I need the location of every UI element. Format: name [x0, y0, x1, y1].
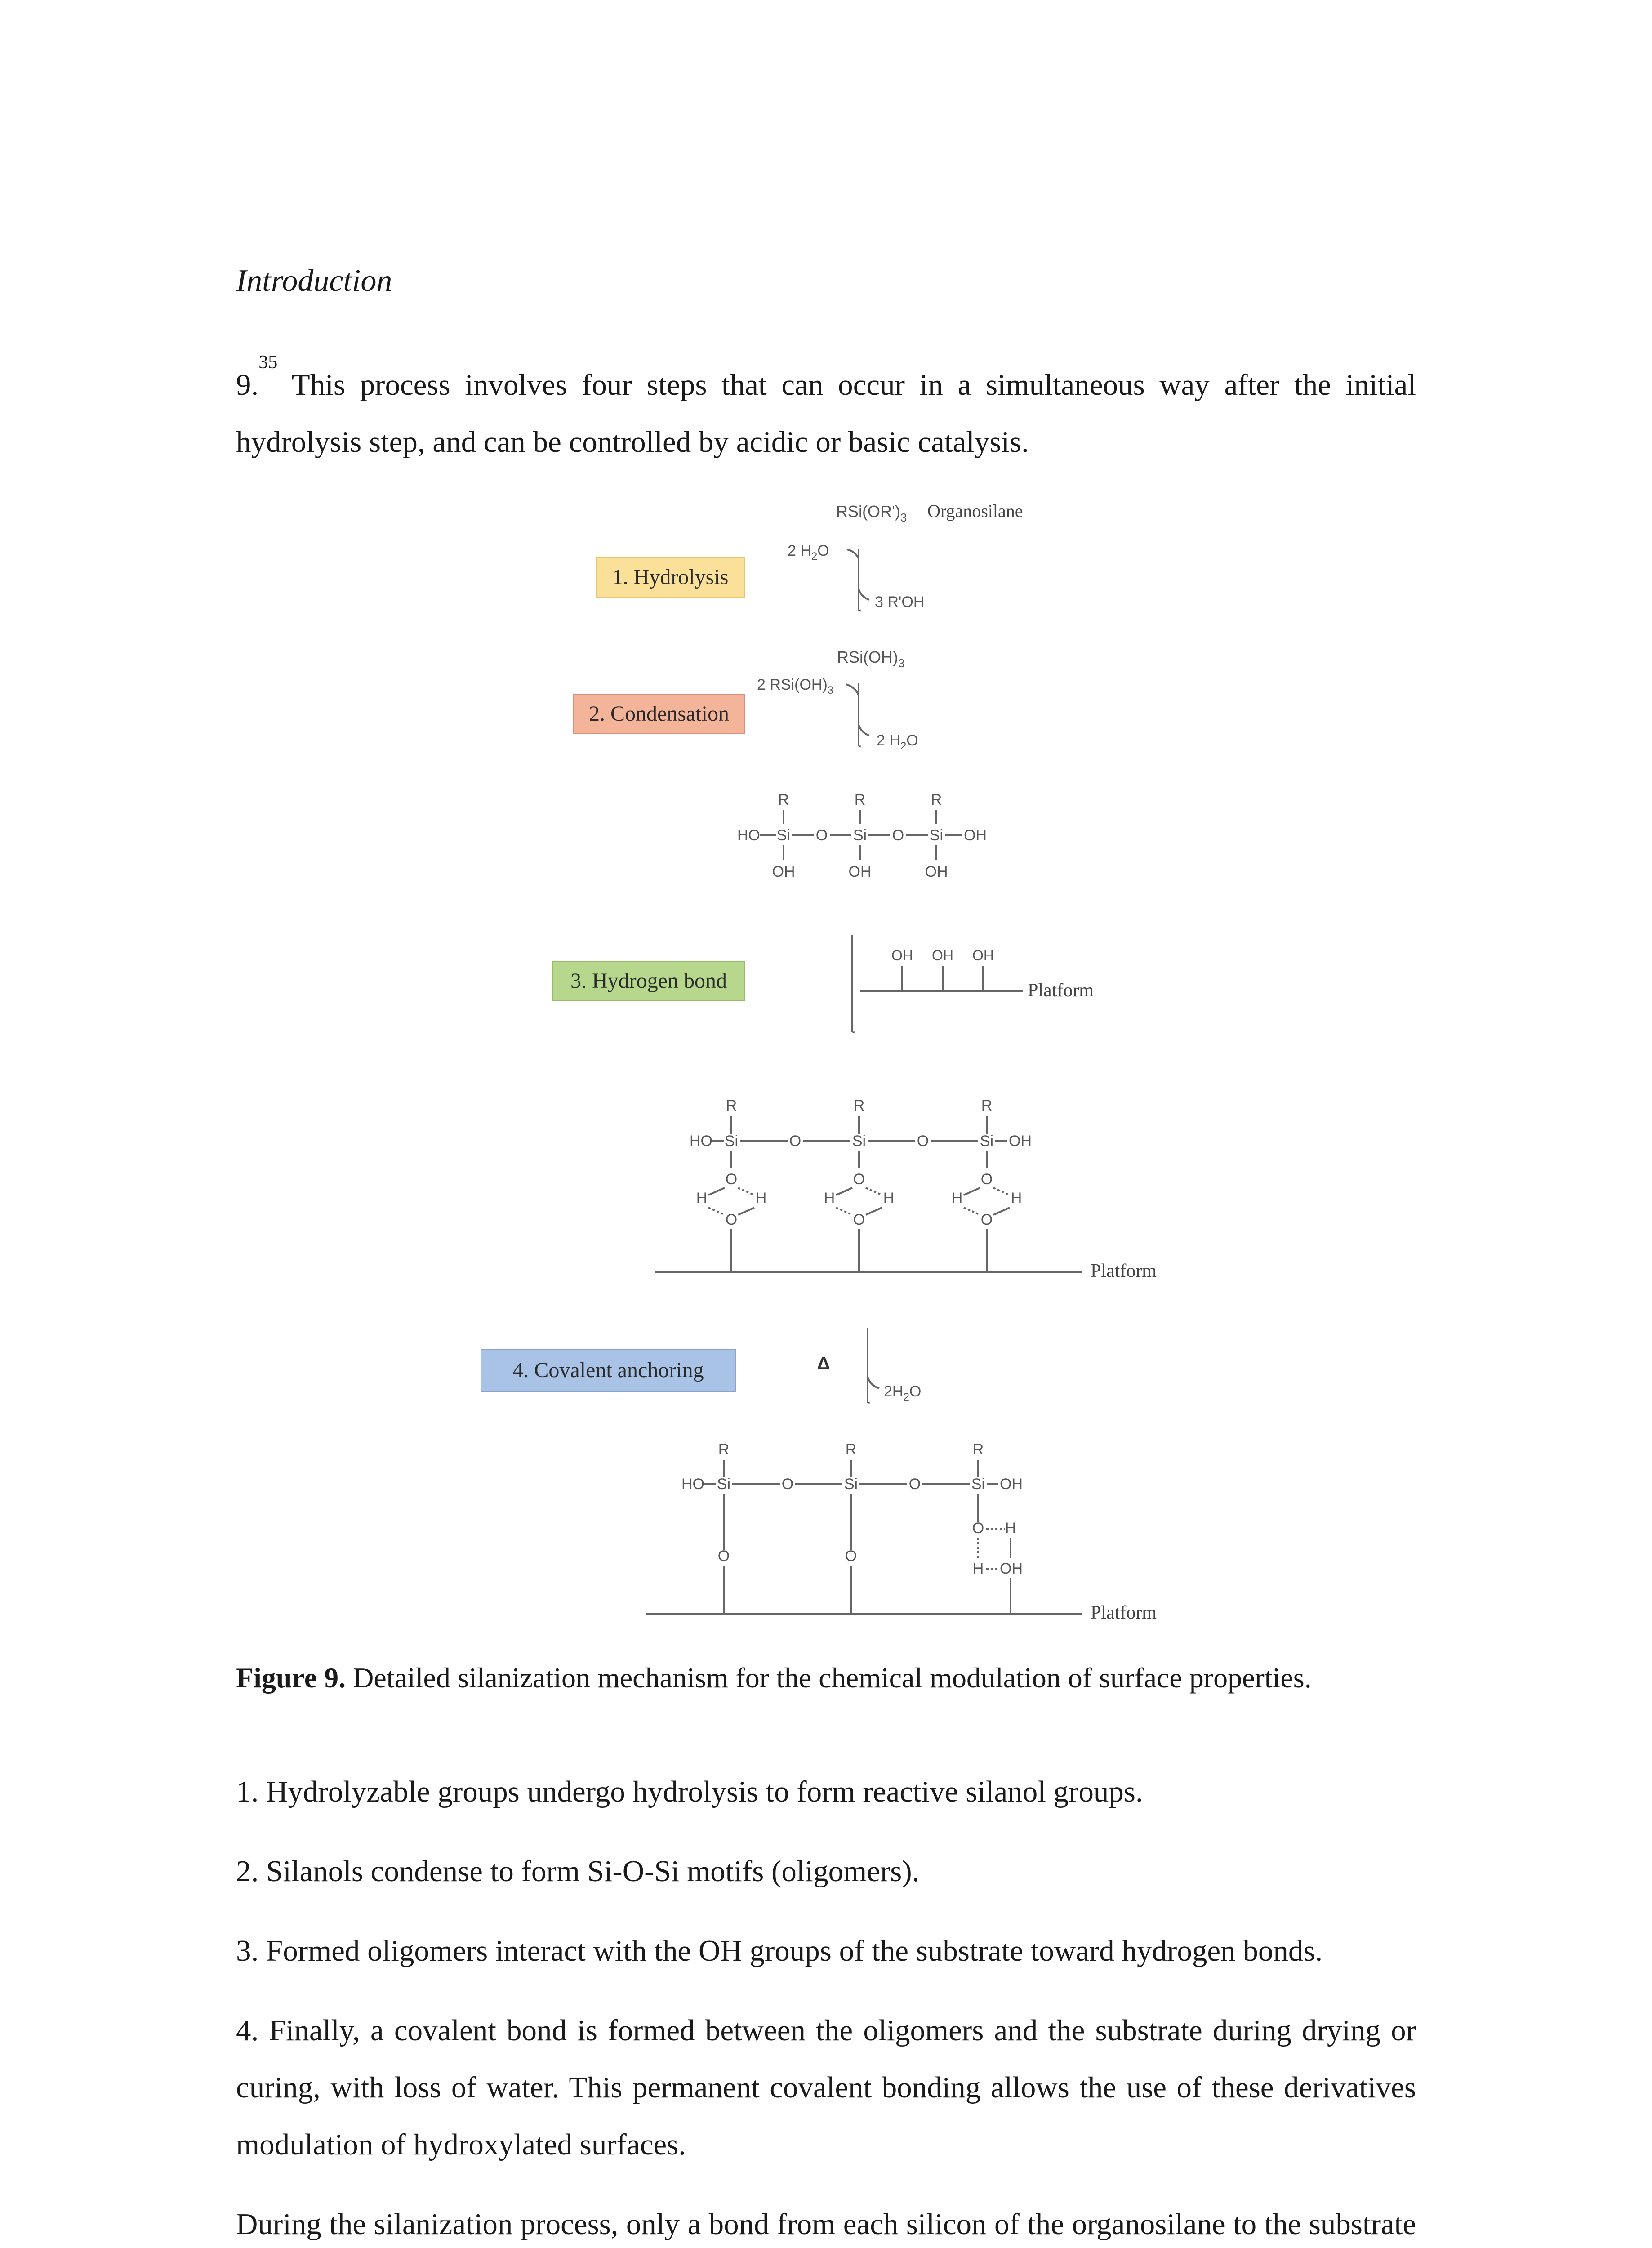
svg-text:H: H [696, 1190, 708, 1207]
condensation-water-release: $2H_2O$ [884, 1383, 922, 1403]
hydrogen-bonded-structure [655, 1097, 1157, 1281]
svg-text:O: O [789, 1133, 802, 1150]
platform-label: Platform [1028, 980, 1094, 1001]
svg-text:OH: OH [964, 827, 987, 844]
svg-text:O: O [892, 827, 904, 844]
svg-text:O: O [815, 827, 828, 844]
svg-text:HO: HO [690, 1133, 712, 1150]
hydrolysis-arrow [788, 542, 924, 611]
hbond-ring-2 [824, 1151, 895, 1272]
svg-text:Si: Si [717, 1476, 731, 1493]
intro-paragraph [236, 352, 1416, 471]
svg-text:O: O [980, 1211, 993, 1228]
citation-ref: 35 [258, 352, 278, 373]
closing-paragraph: During the silanization process, only a bond from each silicon of the organosilane to the substrate [236, 2208, 1416, 2241]
stage-text-hydrogen-bond: 3. Hydrogen bond [570, 969, 727, 993]
step-4-paragraph: 4. Finally, a covalent bond is formed between the oligomers and the substrate during drying or curing, with loss of water. This permanent covalent bonding allows the use of these derivatives modulation of hydroxylated surfaces. [236, 2014, 1416, 2161]
svg-text:O: O [725, 1211, 738, 1228]
organosilane-formula: $RSi(OR')_3$ [836, 502, 907, 524]
stage-text-condensation: 2. Condensation [589, 702, 729, 726]
svg-text:Si: Si [980, 1133, 994, 1150]
svg-text:H: H [824, 1190, 835, 1207]
svg-text:R: R [972, 1441, 984, 1458]
svg-text:R: R [981, 1097, 993, 1114]
hbond-ring-3 [952, 1151, 1022, 1272]
platform-label: Platform [1091, 1602, 1157, 1623]
svg-text:OH: OH [932, 947, 953, 963]
svg-text:Si: Si [853, 827, 867, 844]
condensation-water-out: 2 $H_2O$ [877, 732, 918, 752]
svg-text:R: R [931, 791, 942, 808]
svg-text:O: O [917, 1133, 929, 1150]
intro-text: This process involves four steps that can occur in a simultaneous way after the initial hydrolysis step, and can be controlled by acidic or basic catalysis. [236, 368, 1416, 459]
svg-text:OH: OH [1000, 1560, 1023, 1577]
svg-text:R: R [845, 1441, 857, 1458]
svg-text:R: R [726, 1097, 737, 1114]
step-1-paragraph: 1. Hydrolyzable groups undergo hydrolysis to form reactive silanol groups. [236, 1775, 1143, 1808]
step-3-paragraph: 3. Formed oligomers interact with the OH groups of the substrate toward hydrogen bonds. [236, 1934, 1323, 1967]
svg-text:R: R [854, 791, 866, 808]
svg-text:O: O [845, 1548, 857, 1565]
figure-caption-text: Detailed silanization mechanism for the chemical modulation of surface properties. [346, 1662, 1312, 1694]
svg-text:Si: Si [724, 1133, 739, 1150]
condensation-arrow [757, 676, 918, 752]
intro-lead: 9. [236, 368, 259, 401]
figure-caption [236, 1661, 1312, 1695]
stage-label-covalent-anchoring [481, 1350, 735, 1391]
svg-text:Si: Si [852, 1133, 866, 1150]
svg-text:R: R [778, 791, 789, 808]
svg-text:OH: OH [1000, 1476, 1023, 1493]
svg-text:H: H [755, 1190, 767, 1207]
svg-text:O: O [908, 1476, 921, 1493]
svg-text:R: R [718, 1441, 730, 1458]
svg-text:Si: Si [844, 1476, 858, 1493]
stage-label-hydrolysis [596, 558, 744, 597]
svg-text:O: O [980, 1171, 993, 1188]
stage-text-covalent-anchoring: 4. Covalent anchoring [512, 1358, 704, 1382]
hydroxylated-platform [860, 947, 1094, 1001]
running-header: Introduction [236, 263, 392, 298]
step-2-paragraph: 2. Silanols condense to form Si-O-Si motifs (oligomers). [236, 1855, 920, 1888]
svg-text:OH: OH [772, 863, 795, 880]
svg-text:H: H [972, 1560, 984, 1577]
svg-text:HO: HO [737, 827, 760, 844]
covalent-anchoring-arrow [817, 1328, 922, 1403]
hydrolysis-water-in: 2 $H_2O$ [788, 542, 829, 562]
stage-label-hydrogen-bond [553, 961, 744, 1001]
svg-text:OH: OH [972, 947, 994, 963]
figure-label: Figure 9. [236, 1662, 346, 1694]
svg-text:O: O [781, 1476, 794, 1493]
svg-text:O: O [853, 1211, 865, 1228]
platform-label: Platform [1091, 1261, 1157, 1281]
heat-symbol: Δ [817, 1354, 830, 1374]
condensation-silanol-in: 2 $RSi(OH)_3$ [757, 676, 834, 696]
hydrolysis-alcohol-out: 3 R'OH [875, 593, 925, 611]
svg-text:R: R [853, 1097, 865, 1114]
oligomer-structure [737, 791, 987, 880]
svg-text:O: O [853, 1171, 865, 1188]
svg-text:H: H [1011, 1190, 1022, 1207]
svg-text:OH: OH [848, 863, 872, 880]
silanization-mechanism-figure [472, 490, 1191, 1632]
svg-text:OH: OH [1009, 1133, 1032, 1150]
stage-text-hydrolysis: 1. Hydrolysis [612, 565, 729, 589]
svg-text:OH: OH [891, 947, 913, 963]
stage-label-condensation [574, 694, 744, 734]
svg-text:O: O [972, 1520, 984, 1537]
svg-text:Si: Si [929, 827, 944, 844]
svg-text:H: H [951, 1190, 963, 1207]
svg-text:H: H [883, 1190, 895, 1207]
svg-text:O: O [725, 1171, 738, 1188]
hbond-ring-1 [696, 1151, 767, 1272]
organosilane-label: Organosilane [927, 501, 1023, 521]
covalently-anchored-structure [646, 1441, 1157, 1623]
svg-text:Si: Si [971, 1476, 985, 1493]
silanol-formula: $RSi(OH)_3$ [837, 648, 905, 670]
svg-text:O: O [717, 1548, 730, 1565]
svg-text:H: H [1005, 1520, 1016, 1537]
svg-text:OH: OH [925, 863, 948, 880]
svg-text:HO: HO [681, 1476, 704, 1493]
svg-text:Si: Si [776, 827, 791, 844]
